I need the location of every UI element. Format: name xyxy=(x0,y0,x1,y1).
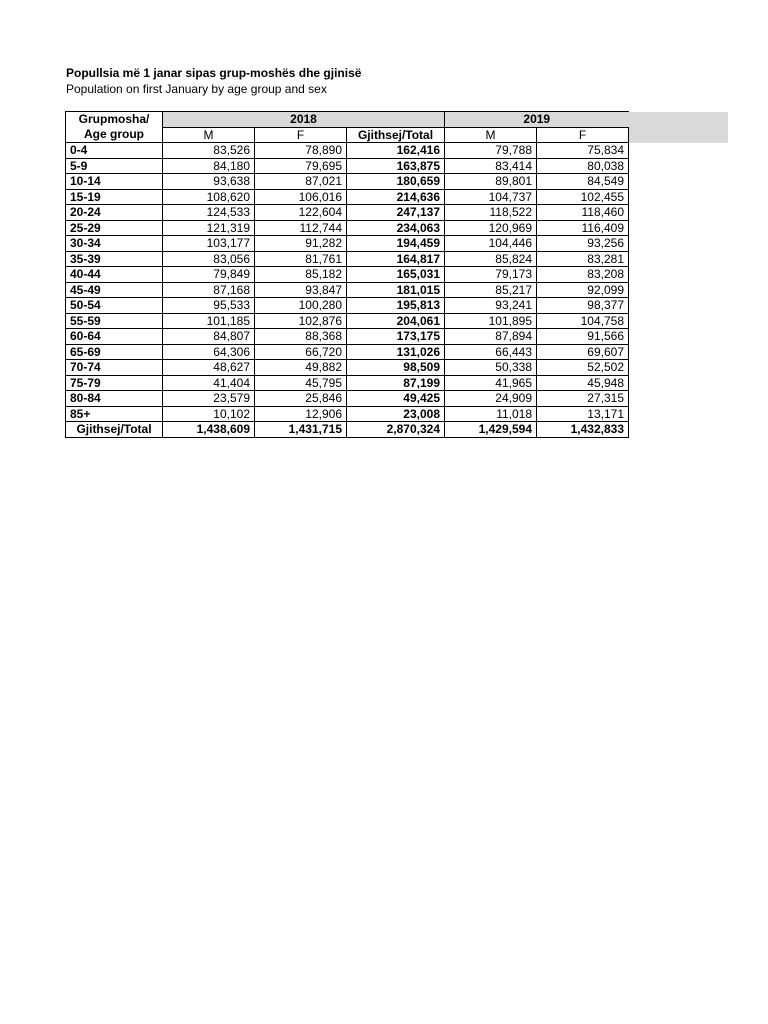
female-2019-cell: 45,948 xyxy=(537,375,629,391)
total-2018-cell: 87,199 xyxy=(347,375,445,391)
total-2018-cell: 162,416 xyxy=(347,143,445,159)
header-gray-band xyxy=(628,112,728,143)
female-2019-cell: 83,281 xyxy=(537,251,629,267)
female-2019-cell: 104,758 xyxy=(537,313,629,329)
total-2018-cell: 131,026 xyxy=(347,344,445,360)
header-m-2019: M xyxy=(445,127,537,143)
female-2018-cell: 12,906 xyxy=(255,406,347,422)
male-2019-cell: 79,173 xyxy=(445,267,537,283)
female-2018-cell: 106,016 xyxy=(255,189,347,205)
male-2019-cell: 89,801 xyxy=(445,174,537,190)
male-2019-cell: 41,965 xyxy=(445,375,537,391)
table-row xyxy=(66,360,629,376)
male-2018-cell: 84,807 xyxy=(163,329,255,345)
total-2018-cell: 173,175 xyxy=(347,329,445,345)
age-header-line2: Age group xyxy=(84,127,144,141)
male-2019-cell: 87,894 xyxy=(445,329,537,345)
table-body xyxy=(66,143,629,438)
table-row xyxy=(66,236,629,252)
female-2018-cell: 81,761 xyxy=(255,251,347,267)
female-2019-cell: 80,038 xyxy=(537,158,629,174)
age-group-header xyxy=(66,112,163,143)
female-2019-cell: 84,549 xyxy=(537,174,629,190)
total-male-2018-cell: 1,438,609 xyxy=(163,422,255,438)
total-2018-cell: 234,063 xyxy=(347,220,445,236)
total-2018-cell: 98,509 xyxy=(347,360,445,376)
table-row xyxy=(66,174,629,190)
female-2019-cell: 102,455 xyxy=(537,189,629,205)
female-2018-cell: 102,876 xyxy=(255,313,347,329)
male-2018-cell: 41,404 xyxy=(163,375,255,391)
female-2018-cell: 87,021 xyxy=(255,174,347,190)
male-2018-cell: 84,180 xyxy=(163,158,255,174)
female-2018-cell: 122,604 xyxy=(255,205,347,221)
age-group-cell: 15-19 xyxy=(66,189,163,205)
age-group-cell: 5-9 xyxy=(66,158,163,174)
female-2018-cell: 112,744 xyxy=(255,220,347,236)
male-2018-cell: 87,168 xyxy=(163,282,255,298)
table-row xyxy=(66,158,629,174)
male-2019-cell: 104,737 xyxy=(445,189,537,205)
table-row xyxy=(66,329,629,345)
table-row xyxy=(66,391,629,407)
header-total-2018: Gjithsej/Total xyxy=(347,127,445,143)
female-2019-cell: 98,377 xyxy=(537,298,629,314)
total-total-2018-cell: 2,870,324 xyxy=(347,422,445,438)
age-group-cell: 0-4 xyxy=(66,143,163,159)
age-group-cell: 45-49 xyxy=(66,282,163,298)
female-2018-cell: 93,847 xyxy=(255,282,347,298)
male-2019-cell: 11,018 xyxy=(445,406,537,422)
female-2019-cell: 27,315 xyxy=(537,391,629,407)
female-2018-cell: 88,368 xyxy=(255,329,347,345)
header-m-2018: M xyxy=(163,127,255,143)
total-2018-cell: 180,659 xyxy=(347,174,445,190)
male-2018-cell: 83,056 xyxy=(163,251,255,267)
header-f-2018: F xyxy=(255,127,347,143)
total-female-2019-cell: 1,432,833 xyxy=(537,422,629,438)
female-2019-cell: 13,171 xyxy=(537,406,629,422)
male-2019-cell: 66,443 xyxy=(445,344,537,360)
total-2018-cell: 194,459 xyxy=(347,236,445,252)
age-group-cell: 25-29 xyxy=(66,220,163,236)
female-2018-cell: 91,282 xyxy=(255,236,347,252)
total-male-2019-cell: 1,429,594 xyxy=(445,422,537,438)
female-2019-cell: 91,566 xyxy=(537,329,629,345)
table-row xyxy=(66,282,629,298)
table-row xyxy=(66,205,629,221)
male-2019-cell: 120,969 xyxy=(445,220,537,236)
table-row xyxy=(66,375,629,391)
male-2018-cell: 101,185 xyxy=(163,313,255,329)
total-female-2018-cell: 1,431,715 xyxy=(255,422,347,438)
header-f-2019: F xyxy=(537,127,629,143)
male-2018-cell: 93,638 xyxy=(163,174,255,190)
male-2019-cell: 101,895 xyxy=(445,313,537,329)
total-2018-cell: 165,031 xyxy=(347,267,445,283)
total-age-group-cell: Gjithsej/Total xyxy=(66,422,163,438)
age-group-cell: 70-74 xyxy=(66,360,163,376)
table-row xyxy=(66,189,629,205)
age-group-cell: 75-79 xyxy=(66,375,163,391)
male-2019-cell: 85,824 xyxy=(445,251,537,267)
male-2019-cell: 104,446 xyxy=(445,236,537,252)
age-group-cell: 55-59 xyxy=(66,313,163,329)
male-2018-cell: 103,177 xyxy=(163,236,255,252)
total-2018-cell: 214,636 xyxy=(347,189,445,205)
age-header-line1: Grupmosha/ xyxy=(78,112,150,126)
female-2019-cell: 92,099 xyxy=(537,282,629,298)
total-2018-cell: 181,015 xyxy=(347,282,445,298)
female-2018-cell: 25,846 xyxy=(255,391,347,407)
male-2018-cell: 23,579 xyxy=(163,391,255,407)
male-2019-cell: 50,338 xyxy=(445,360,537,376)
male-2019-cell: 83,414 xyxy=(445,158,537,174)
male-2019-cell: 85,217 xyxy=(445,282,537,298)
age-group-cell: 20-24 xyxy=(66,205,163,221)
male-2019-cell: 79,788 xyxy=(445,143,537,159)
age-group-cell: 35-39 xyxy=(66,251,163,267)
female-2018-cell: 85,182 xyxy=(255,267,347,283)
male-2019-cell: 93,241 xyxy=(445,298,537,314)
male-2019-cell: 118,522 xyxy=(445,205,537,221)
age-group-cell: 50-54 xyxy=(66,298,163,314)
age-group-cell: 85+ xyxy=(66,406,163,422)
male-2019-cell: 24,909 xyxy=(445,391,537,407)
table-row xyxy=(66,251,629,267)
female-2019-cell: 69,607 xyxy=(537,344,629,360)
page-title: Popullsia më 1 janar sipas grup-moshës dhe gjinisë xyxy=(66,66,362,80)
male-2018-cell: 121,319 xyxy=(163,220,255,236)
total-2018-cell: 23,008 xyxy=(347,406,445,422)
female-2019-cell: 75,834 xyxy=(537,143,629,159)
male-2018-cell: 108,620 xyxy=(163,189,255,205)
female-2018-cell: 78,890 xyxy=(255,143,347,159)
page-subtitle: Population on first January by age group and sex xyxy=(66,82,327,96)
total-2018-cell: 195,813 xyxy=(347,298,445,314)
total-2018-cell: 204,061 xyxy=(347,313,445,329)
female-2018-cell: 49,882 xyxy=(255,360,347,376)
table-row xyxy=(66,298,629,314)
female-2018-cell: 45,795 xyxy=(255,375,347,391)
age-group-cell: 40-44 xyxy=(66,267,163,283)
male-2018-cell: 95,533 xyxy=(163,298,255,314)
table-row xyxy=(66,406,629,422)
total-2018-cell: 164,817 xyxy=(347,251,445,267)
female-2019-cell: 93,256 xyxy=(537,236,629,252)
total-2018-cell: 49,425 xyxy=(347,391,445,407)
year-2019-header: 2019 xyxy=(445,112,629,128)
table-row xyxy=(66,143,629,159)
table-row xyxy=(66,313,629,329)
female-2019-cell: 118,460 xyxy=(537,205,629,221)
age-group-cell: 10-14 xyxy=(66,174,163,190)
total-2018-cell: 163,875 xyxy=(347,158,445,174)
age-group-cell: 30-34 xyxy=(66,236,163,252)
table-row xyxy=(66,344,629,360)
population-table xyxy=(65,111,629,438)
age-group-cell: 65-69 xyxy=(66,344,163,360)
male-2018-cell: 48,627 xyxy=(163,360,255,376)
age-group-cell: 80-84 xyxy=(66,391,163,407)
female-2019-cell: 116,409 xyxy=(537,220,629,236)
male-2018-cell: 83,526 xyxy=(163,143,255,159)
female-2018-cell: 100,280 xyxy=(255,298,347,314)
male-2018-cell: 124,533 xyxy=(163,205,255,221)
female-2019-cell: 52,502 xyxy=(537,360,629,376)
female-2019-cell: 83,208 xyxy=(537,267,629,283)
total-row xyxy=(66,422,629,438)
year-2018-header: 2018 xyxy=(163,112,445,128)
table-row xyxy=(66,267,629,283)
table-row xyxy=(66,220,629,236)
male-2018-cell: 64,306 xyxy=(163,344,255,360)
male-2018-cell: 10,102 xyxy=(163,406,255,422)
total-2018-cell: 247,137 xyxy=(347,205,445,221)
female-2018-cell: 79,695 xyxy=(255,158,347,174)
male-2018-cell: 79,849 xyxy=(163,267,255,283)
age-group-cell: 60-64 xyxy=(66,329,163,345)
year-header-row xyxy=(66,112,629,128)
female-2018-cell: 66,720 xyxy=(255,344,347,360)
